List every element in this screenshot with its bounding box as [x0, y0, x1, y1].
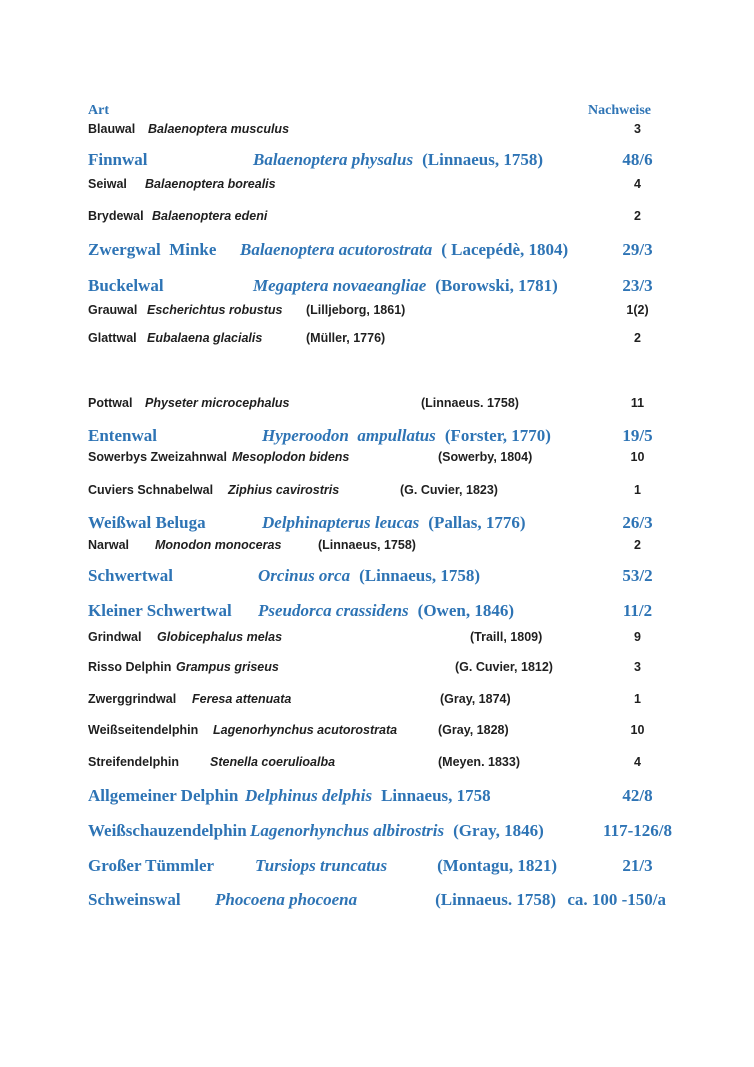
species-binomial-group	[253, 150, 543, 170]
species-row	[0, 276, 754, 300]
record-count: 11/2	[622, 601, 653, 620]
species-common-name: Schweinswal	[88, 890, 181, 909]
species-scientific-name: Balaenoptera physalus	[253, 150, 414, 169]
species-common-name: Weißseitendelphin	[88, 723, 199, 737]
species-common-name: Glattwal	[88, 331, 137, 345]
species-binomial-group	[262, 426, 551, 446]
species-scientific-name: Escherichtus robustus	[147, 303, 283, 317]
species-scientific-name: Grampus griseus	[176, 660, 279, 674]
species-common-name: Grindwal	[88, 630, 142, 644]
species-author-citation: (Traill, 1809)	[470, 630, 543, 644]
species-scientific-name: Stenella coerulioalba	[210, 755, 336, 769]
species-scientific-name: Feresa attenuata	[192, 692, 292, 706]
species-binomial-group	[250, 821, 544, 841]
record-count: 2	[634, 209, 641, 223]
species-scientific-name: Monodon monoceras	[155, 538, 282, 552]
species-row	[0, 821, 754, 845]
species-scientific-name: Phocoena phocoena	[215, 890, 358, 909]
species-common-name: Pottwal	[88, 396, 133, 410]
species-row	[0, 723, 754, 747]
species-scientific-name: Balaenoptera acutorostrata	[240, 240, 433, 259]
species-scientific-name: Balaenoptera borealis	[145, 177, 276, 191]
species-author-citation: (Gray, 1874)	[440, 692, 511, 706]
record-count: 1	[634, 483, 641, 497]
species-row	[0, 786, 754, 810]
species-common-name: Narwal	[88, 538, 129, 552]
species-scientific-name: Delphinapterus leucas	[262, 513, 420, 532]
record-count: 3	[634, 122, 641, 136]
species-row	[0, 209, 754, 233]
species-binomial-group	[253, 276, 558, 296]
column-header-art: Art	[88, 103, 109, 118]
record-count: 42/8	[622, 786, 653, 805]
species-row	[0, 692, 754, 716]
species-author-citation: (Gray, 1846)	[453, 821, 544, 840]
species-binomial-group	[258, 566, 480, 586]
record-count: 19/5	[622, 426, 653, 445]
species-common-name: Brydewal	[88, 209, 144, 223]
species-common-name: Schwertwal	[88, 566, 173, 585]
species-row	[0, 856, 754, 880]
record-count: 10	[630, 723, 645, 737]
species-row	[0, 240, 754, 264]
species-author-citation: (Linnaeus, 1758)	[359, 566, 481, 585]
species-row	[0, 331, 754, 355]
record-count: 21/3	[622, 856, 653, 875]
species-author-citation: (Linnaeus. 1758)	[435, 890, 557, 909]
record-count: 4	[634, 755, 641, 769]
species-common-name: Großer Tümmler	[88, 856, 215, 875]
species-common-name: Zwergwal Minke	[88, 240, 217, 259]
species-row	[0, 601, 754, 625]
species-row	[0, 538, 754, 562]
species-row	[0, 630, 754, 654]
species-common-name: Weißwal Beluga	[88, 513, 206, 532]
column-header-nachweise: Nachweise	[588, 103, 651, 118]
species-row	[0, 426, 754, 450]
record-count: 9	[634, 630, 641, 644]
species-row	[0, 122, 754, 146]
species-author-citation: (Müller, 1776)	[306, 331, 386, 345]
species-scientific-name: Orcinus orca	[258, 566, 351, 585]
species-author-citation: (Forster, 1770)	[444, 426, 551, 445]
species-common-name: Kleiner Schwertwal	[88, 601, 232, 620]
record-count: 2	[634, 331, 641, 345]
species-row	[0, 483, 754, 507]
species-author-citation: (Meyen. 1833)	[438, 755, 520, 769]
species-binomial-group	[215, 890, 556, 910]
species-author-citation: (Gray, 1828)	[438, 723, 509, 737]
species-common-name: Buckelwal	[88, 276, 164, 295]
species-row	[0, 396, 754, 420]
species-author-citation: Linnaeus, 1758	[381, 786, 491, 805]
record-count: 53/2	[622, 566, 653, 585]
species-author-citation: (Linnaeus, 1758)	[422, 150, 544, 169]
species-binomial-group	[258, 601, 514, 621]
species-scientific-name: Eubalaena glacialis	[147, 331, 263, 345]
species-scientific-name: Balaenoptera musculus	[148, 122, 290, 136]
species-author-citation: (G. Cuvier, 1823)	[400, 483, 498, 497]
species-author-citation: (Linnaeus, 1758)	[318, 538, 416, 552]
species-common-name: Grauwal	[88, 303, 138, 317]
species-row	[0, 450, 754, 474]
species-author-citation: (Linnaeus. 1758)	[421, 396, 519, 410]
species-row	[0, 513, 754, 537]
species-row	[0, 150, 754, 174]
species-common-name: Entenwal	[88, 426, 157, 445]
species-scientific-name: Globicephalus melas	[157, 630, 283, 644]
species-common-name: Risso Delphin	[88, 660, 172, 674]
species-row	[0, 177, 754, 201]
species-row	[0, 755, 754, 779]
record-count: 23/3	[622, 276, 653, 295]
species-common-name: Streifendelphin	[88, 755, 179, 769]
record-count: 2	[634, 538, 641, 552]
species-scientific-name: Lagenorhynchus acutorostrata	[213, 723, 398, 737]
species-common-name: Finnwal	[88, 150, 148, 169]
record-count: 10	[630, 450, 645, 464]
species-scientific-name: Megaptera novaeangliae	[253, 276, 427, 295]
species-author-citation: (Owen, 1846)	[417, 601, 514, 620]
species-common-name: Allgemeiner Delphin	[88, 786, 239, 805]
species-row	[0, 890, 754, 914]
species-scientific-name: Tursiops truncatus	[255, 856, 388, 875]
record-count: 11	[630, 396, 645, 410]
species-common-name: Blauwal	[88, 122, 136, 136]
species-scientific-name: Mesoplodon bidens	[232, 450, 350, 464]
species-row	[0, 303, 754, 327]
species-scientific-name: Delphinus delphis	[245, 786, 373, 805]
species-author-citation: (Lilljeborg, 1861)	[306, 303, 406, 317]
record-count: 3	[634, 660, 641, 674]
species-scientific-name: Balaenoptera edeni	[152, 209, 268, 223]
species-row	[0, 566, 754, 590]
species-author-citation: (G. Cuvier, 1812)	[455, 660, 553, 674]
record-count: 29/3	[622, 240, 653, 259]
record-count: 48/6	[622, 150, 653, 169]
species-common-name: Zwerggrindwal	[88, 692, 177, 706]
species-binomial-group	[245, 786, 491, 806]
species-binomial-group	[255, 856, 557, 876]
record-count: 4	[634, 177, 641, 191]
species-scientific-name: Physeter microcephalus	[145, 396, 290, 410]
record-count: 26/3	[622, 513, 653, 532]
record-count: 117-126/8	[603, 821, 672, 840]
species-author-citation: (Montagu, 1821)	[437, 856, 558, 875]
table-header	[0, 103, 754, 123]
species-author-citation: (Pallas, 1776)	[428, 513, 526, 532]
species-common-name: Sowerbys Zweizahnwal	[88, 450, 227, 464]
species-scientific-name: Pseudorca crassidens	[258, 601, 409, 620]
species-binomial-group	[262, 513, 526, 533]
record-count: 1(2)	[626, 303, 649, 317]
species-scientific-name: Hyperoodon ampullatus	[262, 426, 436, 445]
record-count: ca. 100 -150/a	[567, 890, 666, 909]
species-scientific-name: Lagenorhynchus albirostris	[250, 821, 445, 840]
species-author-citation: (Sowerby, 1804)	[438, 450, 533, 464]
species-scientific-name: Ziphius cavirostris	[228, 483, 340, 497]
species-row	[0, 660, 754, 684]
species-common-name: Seiwal	[88, 177, 127, 191]
record-count: 1	[634, 692, 641, 706]
species-author-citation: ( Lacepédè, 1804)	[441, 240, 569, 259]
species-common-name: Cuviers Schnabelwal	[88, 483, 214, 497]
species-author-citation: (Borowski, 1781)	[435, 276, 558, 295]
species-common-name: Weißschauzendelphin	[88, 821, 247, 840]
species-binomial-group	[240, 240, 568, 260]
